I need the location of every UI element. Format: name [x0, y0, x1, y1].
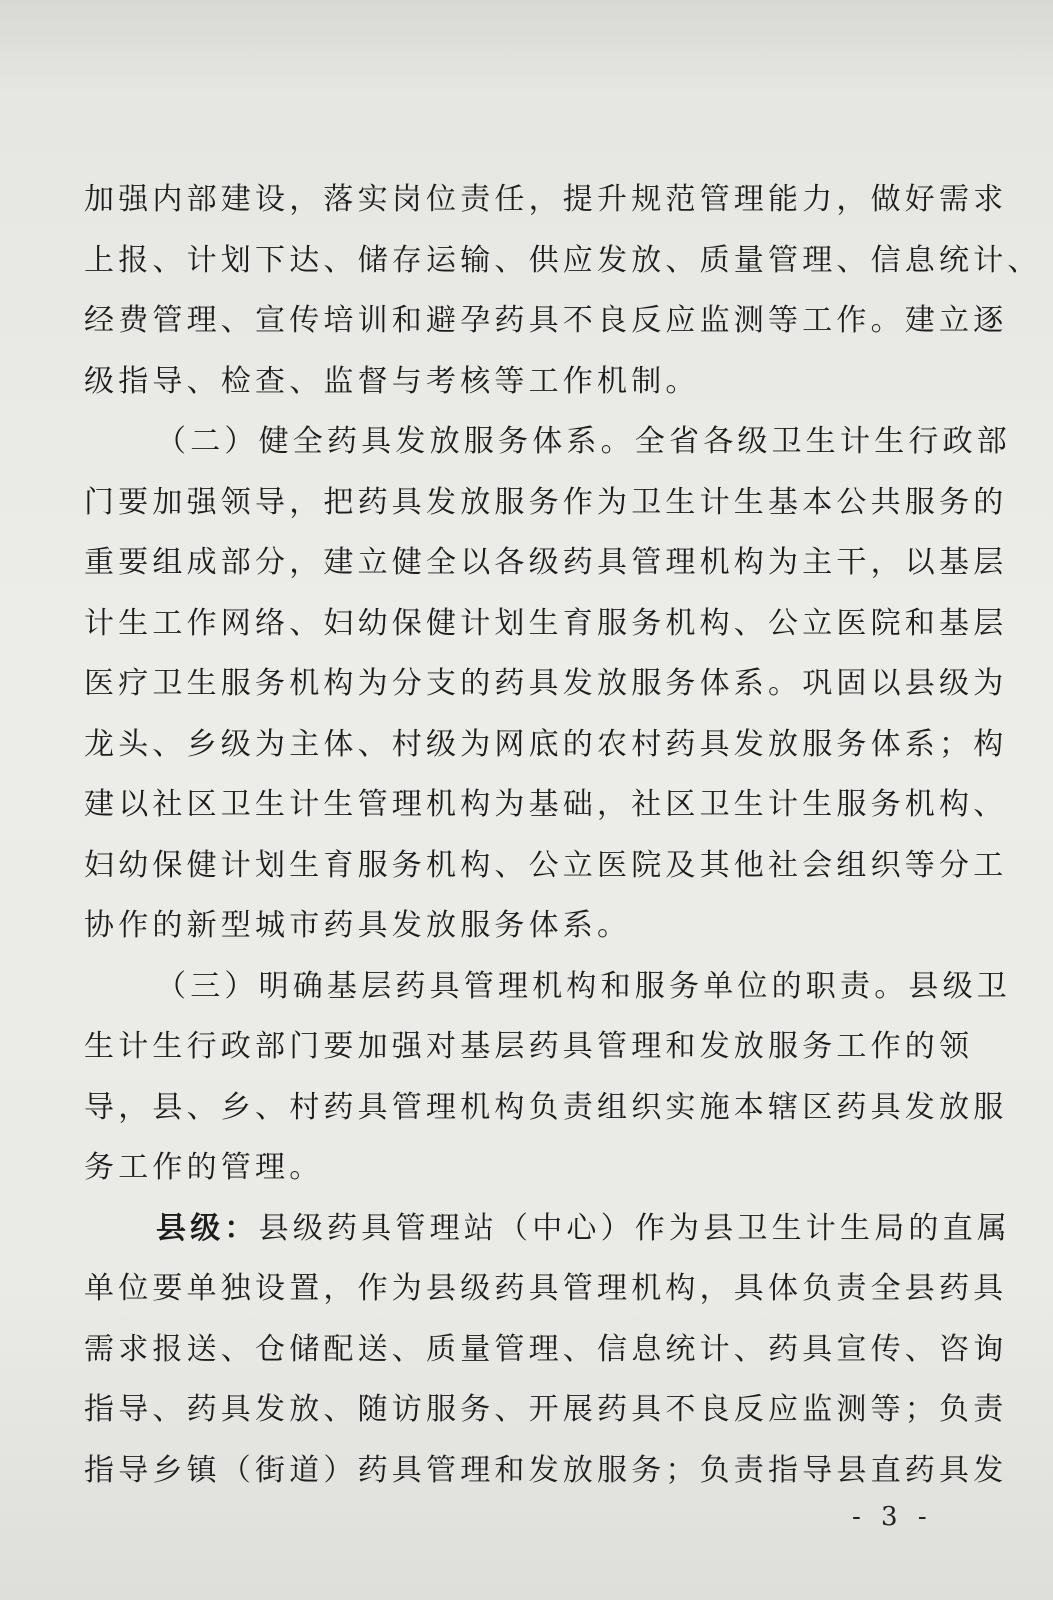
text-line: 门要加强领导，把药具发放服务作为卫生计生基本公共服务的 [84, 484, 1008, 520]
text-line: 指导乡镇（街道）药具管理和发放服务；负责指导县直药具发 [84, 1452, 1008, 1488]
text-line: 指导、药具发放、随访服务、开展药具不良反应监测等；负责 [84, 1392, 1008, 1427]
text-line: 计生工作网络、妇幼保健计划生育服务机构、公立医院和基层 [84, 605, 1008, 641]
county-text: 县级药具管理站（中心）作为县卫生计生局的直属 [258, 1210, 1012, 1246]
section-heading-line: （三）明确基层药具管理机构和服务单位的职责。县级卫 [156, 968, 1011, 1004]
text-line: 生计生行政部门要加强对基层药具管理和发放服务工作的领 [84, 1029, 974, 1064]
page-number: - 3 - [852, 1502, 933, 1532]
county-line [84, 1199, 1012, 1260]
text-line: 妇幼保健计划生育服务机构、公立医院及其他社会组织等分工 [84, 847, 1008, 883]
text-line: 单位要单独设置，作为县级药具管理机构，具体负责全县药具 [84, 1271, 1008, 1306]
text-line: 务工作的管理。 [84, 1150, 324, 1185]
section-heading-line: （二）健全药具发放服务体系。全省各级卫生计生行政部 [156, 424, 1011, 459]
text-line: 龙头、乡级为主体、村级为网底的农村药具发放服务体系；构 [84, 726, 1008, 762]
text-line: 上报、计划下达、储存运输、供应发放、质量管理、信息统计、 [84, 242, 1042, 278]
text-line: 加强内部建设，落实岗位责任，提升规范管理能力，做好需求 [84, 182, 1008, 217]
county-label: 县级： [156, 1210, 259, 1246]
text-line: 建以社区卫生计生管理机构为基础，社区卫生计生服务机构、 [84, 787, 1008, 822]
text-line: 经费管理、宣传培训和避孕药具不良反应监测等工作。建立逐 [84, 303, 1008, 338]
text-line: 重要组成部分，建立健全以各级药具管理机构为主干，以基层 [84, 545, 1008, 580]
text-line: 导，县、乡、村药具管理机构负责组织实施本辖区药具发放服 [84, 1089, 1008, 1125]
text-line: 协作的新型城市药具发放服务体系。 [84, 908, 632, 943]
text-line: 需求报送、仓储配送、质量管理、信息统计、药具宣传、咨询 [84, 1331, 1008, 1367]
text-line: 级指导、检查、监督与考核等工作机制。 [84, 363, 700, 399]
body-text [84, 170, 1042, 1501]
text-line: 医疗卫生服务机构为分支的药具发放服务体系。巩固以县级为 [84, 666, 1008, 701]
